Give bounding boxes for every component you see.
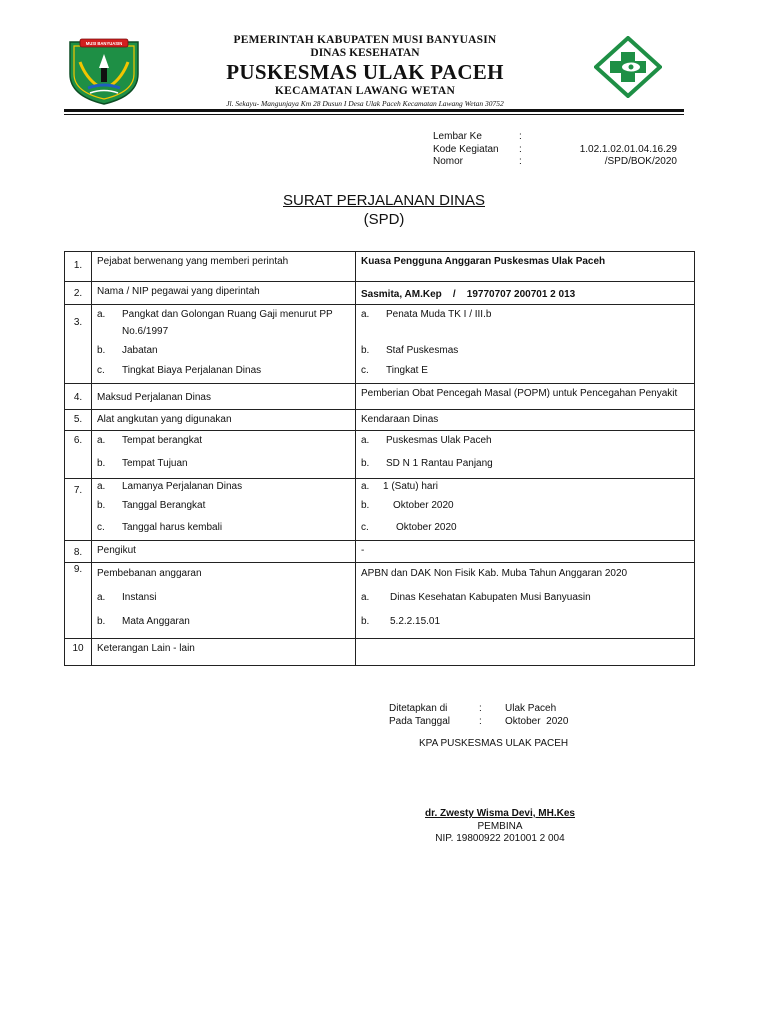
row-value: Sasmita, AM.Kep / 19770707 200701 2 013 — [361, 289, 576, 300]
sub-mark: c. — [361, 522, 369, 533]
row-value: APBN dan DAK Non Fisik Kab. Muba Tahun Anggaran 2020 — [361, 568, 628, 579]
letterhead-address: Jl. Sekayu- Mangunjaya Km 28 Dusun I Desa Ulak Paceh Kecamatan Lawang Wetan 30752 — [226, 99, 504, 108]
issuance-info — [389, 702, 568, 728]
sub-mark: a. — [97, 309, 106, 320]
sub-item — [361, 481, 689, 493]
sub-label: Lamanya Perjalanan Dinas — [122, 481, 243, 492]
sub-item — [97, 616, 350, 627]
row-label: Pengikut — [97, 545, 136, 556]
meta-sep: : — [519, 143, 522, 155]
row-number: 10 — [72, 643, 84, 654]
sub-item — [97, 342, 350, 359]
sub-mark: c. — [361, 365, 369, 376]
row-number: 2. — [73, 288, 83, 299]
row-number: 6. — [73, 435, 83, 446]
letterhead-line-government: PEMERINTAH KABUPATEN MUSI BANYUASIN — [233, 34, 497, 46]
title-main: SURAT PERJALANAN DINAS — [283, 192, 485, 209]
signature-block — [380, 808, 620, 846]
table-row — [65, 282, 695, 305]
meta-value: 1.02.1.02.01.04.16.29 — [579, 143, 677, 155]
sub-value: Staf Puskesmas — [386, 345, 459, 356]
sub-item — [361, 458, 689, 469]
sub-mark: b. — [97, 458, 106, 469]
sub-label: Tanggal harus kembali — [122, 522, 223, 533]
sub-value: Oktober 2020 — [396, 522, 457, 533]
meta-sep: : — [519, 131, 522, 142]
letterhead-rule-thin — [64, 114, 684, 115]
sub-item — [361, 592, 689, 603]
sub-mark: a. — [361, 309, 370, 320]
sub-mark: a. — [361, 435, 370, 446]
issuance-date-sep: : — [479, 716, 482, 727]
title-abbr: (SPD) — [363, 211, 405, 228]
row-value: Pemberian Obat Pencegah Masal (POPM) untuk Pencegahan Penyakit — [361, 388, 678, 399]
meta-row-lembar — [433, 131, 677, 144]
sub-mark: b. — [361, 616, 370, 627]
meta-key: Kode Kegiatan — [433, 143, 499, 155]
row-label: Pembebanan anggaran — [97, 568, 202, 579]
signatory-office: KPA PUSKESMAS ULAK PACEH — [419, 738, 569, 749]
sub-item — [97, 306, 350, 340]
sub-item — [361, 616, 689, 627]
letterhead-line-institution: PUSKESMAS ULAK PACEH — [226, 60, 504, 84]
sub-label: Tempat Tujuan — [122, 458, 188, 469]
row-label: Keterangan Lain - lain — [97, 643, 195, 654]
row-number: 1. — [73, 260, 83, 271]
issuance-date-value: Oktober 2020 — [505, 716, 569, 727]
row-number: 9. — [73, 564, 83, 575]
row-value: Kuasa Pengguna Anggaran Puskesmas Ulak Paceh — [361, 256, 606, 267]
row-value — [356, 639, 694, 647]
sub-mark: a. — [97, 435, 106, 446]
issuance-place-sep: : — [479, 703, 482, 714]
letterhead-line-district: KECAMATAN LAWANG WETAN — [274, 85, 456, 97]
sub-value: Oktober 2020 — [393, 500, 454, 511]
table-row — [65, 541, 695, 563]
sub-item — [361, 522, 689, 534]
document-meta — [433, 131, 677, 169]
sub-mark: a. — [97, 481, 106, 492]
sub-label: Instansi — [122, 592, 157, 603]
table-row — [65, 563, 695, 639]
row-number: 5. — [73, 414, 83, 425]
table-row — [65, 479, 695, 541]
sub-mark: b. — [97, 500, 106, 511]
sub-mark: b. — [361, 345, 370, 356]
row-label: Alat angkutan yang digunakan — [97, 414, 232, 425]
signatory-rank: PEMBINA — [477, 820, 523, 832]
sub-mark: a. — [361, 592, 370, 603]
table-row — [65, 639, 695, 666]
issuance-date-row — [389, 715, 568, 728]
sub-item — [97, 500, 350, 512]
sub-label: Mata Anggaran — [122, 616, 190, 627]
sub-item — [97, 481, 350, 493]
issuance-date-key: Pada Tanggal — [389, 716, 450, 727]
issuance-place-key: Ditetapkan di — [389, 703, 448, 714]
row-value: Kendaraan Dinas — [361, 414, 439, 425]
sub-mark: c. — [97, 365, 105, 376]
sub-item — [361, 342, 689, 359]
signatory-name: dr. Zwesty Wisma Devi, MH.Kes — [425, 808, 575, 819]
meta-sep: : — [519, 156, 522, 167]
row-label: Nama / NIP pegawai yang diperintah — [97, 286, 260, 297]
svg-text:MUSI BANYUASIN: MUSI BANYUASIN — [85, 41, 123, 46]
document-title — [0, 191, 768, 229]
issuance-place-row — [389, 702, 568, 715]
sub-item — [361, 306, 689, 323]
sub-mark: a. — [97, 592, 106, 603]
sub-item — [97, 458, 350, 469]
row-number: 4. — [73, 392, 83, 403]
sub-item — [97, 522, 350, 534]
sub-label: Jabatan — [122, 345, 158, 356]
musi-banyuasin-emblem-icon — [64, 34, 144, 106]
meta-row-nomor — [433, 156, 677, 169]
sub-value: Puskesmas Ulak Paceh — [386, 435, 492, 446]
meta-value — [537, 131, 677, 144]
sub-mark: b. — [97, 345, 106, 356]
sub-item — [361, 500, 689, 512]
sub-mark: a. — [361, 481, 370, 492]
sub-item — [361, 362, 689, 379]
sub-mark: b. — [361, 500, 370, 511]
meta-key: Lembar Ke — [433, 131, 482, 142]
sub-item — [97, 362, 350, 379]
row-number: 7. — [73, 485, 83, 496]
sub-value: 1 (Satu) hari — [383, 481, 439, 492]
row-value: - — [361, 545, 365, 556]
row-number: 8. — [73, 547, 83, 558]
table-row — [65, 305, 695, 384]
signatory-nip: NIP. 19800922 201001 2 004 — [435, 833, 565, 844]
sub-item — [97, 592, 350, 603]
sub-mark: b. — [361, 458, 370, 469]
table-row — [65, 410, 695, 431]
sub-value: SD N 1 Rantau Panjang — [386, 458, 493, 469]
sub-mark: c. — [97, 522, 105, 533]
sub-label: Tingkat Biaya Perjalanan Dinas — [122, 365, 262, 376]
issuance-place-value: Ulak Paceh — [505, 703, 557, 714]
row-label: Maksud Perjalanan Dinas — [97, 392, 211, 403]
sub-item — [361, 435, 689, 446]
sub-label: Tempat berangkat — [122, 435, 203, 446]
sub-value: Penata Muda TK I / III.b — [386, 309, 492, 320]
letterhead-rule-thick — [64, 109, 684, 112]
meta-key: Nomor — [433, 156, 464, 167]
sub-item — [97, 435, 350, 446]
table-row — [65, 252, 695, 282]
letterhead — [190, 34, 540, 109]
sub-value: 5.2.2.15.01 — [390, 616, 441, 627]
sub-label: Tanggal Berangkat — [122, 500, 206, 511]
table-row — [65, 431, 695, 479]
meta-row-kode — [433, 144, 677, 157]
letterhead-line-department: DINAS KESEHATAN — [310, 47, 420, 59]
spd-table — [64, 251, 695, 666]
meta-value: /SPD/BOK/2020 — [604, 156, 677, 167]
row-number: 3. — [73, 317, 83, 328]
table-row — [65, 384, 695, 410]
row-label: Pejabat berwenang yang memberi perintah — [97, 256, 289, 267]
sub-label: Pangkat dan Golongan Ruang Gaji menurut PP No.6/1997 — [122, 309, 333, 337]
sub-value: Tingkat E — [386, 365, 428, 376]
sub-mark: b. — [97, 616, 106, 627]
sub-value: Dinas Kesehatan Kabupaten Musi Banyuasin — [390, 592, 591, 603]
puskesmas-logo-icon — [594, 36, 662, 98]
